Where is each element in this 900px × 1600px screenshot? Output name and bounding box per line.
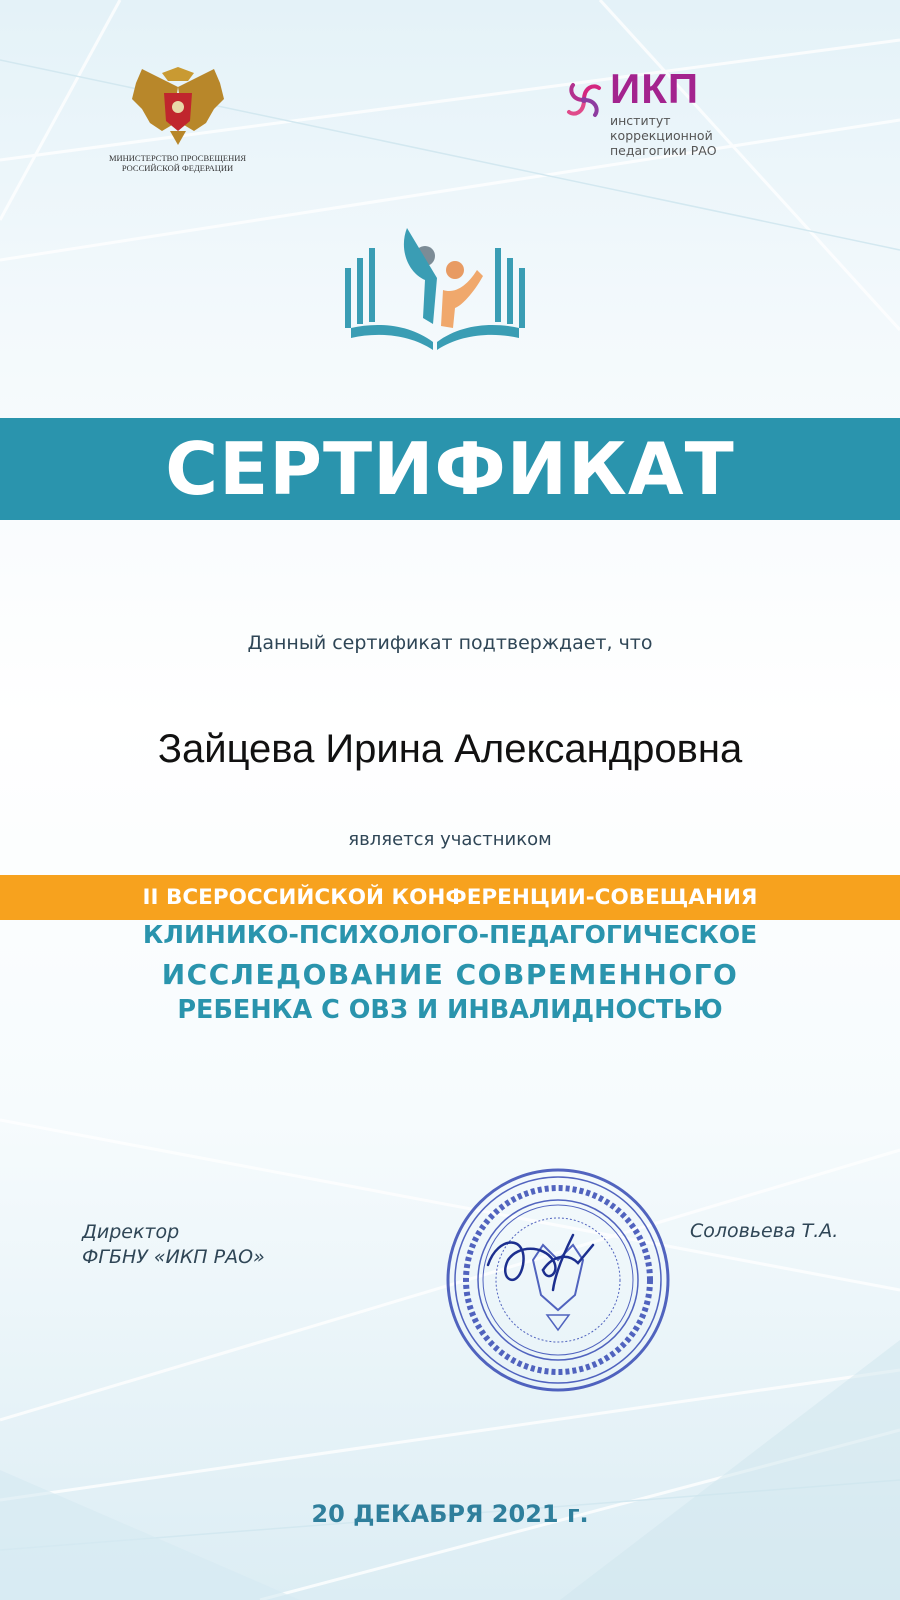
event-type: II ВСЕРОССИЙСКОЙ КОНФЕРЕНЦИИ-СОВЕЩАНИЯ bbox=[142, 885, 758, 910]
ministry-name-line2: РОССИЙСКОЙ ФЕДЕРАЦИИ bbox=[121, 163, 234, 173]
director-title-line2: ФГБНУ «ИКП РАО» bbox=[82, 1246, 265, 1268]
institute-name-line3: педагогики РАО bbox=[610, 143, 717, 158]
official-seal-icon bbox=[443, 1165, 673, 1395]
director-name: Соловьева Т.А. bbox=[690, 1220, 839, 1242]
event-title-line3: РЕБЕНКА С ОВЗ И ИНВАЛИДНОСТЬЮ bbox=[177, 995, 723, 1025]
event-title-line1: КЛИНИКО-ПСИХОЛОГО-ПЕДАГОГИЧЕСКОЕ bbox=[142, 920, 758, 949]
director-title bbox=[82, 1220, 265, 1270]
swirl-flower-icon bbox=[563, 79, 605, 121]
participant-text: является участником bbox=[348, 829, 552, 850]
institute-logo-block bbox=[563, 65, 733, 174]
certificate-date: 20 ДЕКАБРЯ 2021 г. bbox=[311, 1500, 589, 1528]
institute-name-line2: коррекционной bbox=[610, 128, 713, 143]
ministry-logo-block bbox=[105, 65, 250, 173]
event-title-line2: ИССЛЕДОВАНИЕ СОВРЕМЕННОГО bbox=[161, 958, 739, 991]
double-headed-eagle-emblem-icon bbox=[128, 65, 228, 147]
ministry-name-line1: МИНИСТЕРСТВО ПРОСВЕЩЕНИЯ bbox=[108, 153, 247, 163]
institute-name-line1: институт bbox=[610, 113, 671, 128]
title-band bbox=[0, 418, 900, 520]
event-type-band bbox=[0, 875, 900, 920]
open-book-people-icon bbox=[345, 228, 525, 350]
director-title-line1: Директор bbox=[82, 1221, 180, 1243]
confirmation-text: Данный сертификат подтверждает, что bbox=[247, 632, 653, 654]
certificate-title: СЕРТИФИКАТ bbox=[165, 427, 735, 511]
institute-abbreviation: ИКП bbox=[610, 65, 700, 112]
ministry-name bbox=[105, 153, 250, 173]
recipient-name: Зайцева Ирина Александровна bbox=[157, 727, 743, 771]
